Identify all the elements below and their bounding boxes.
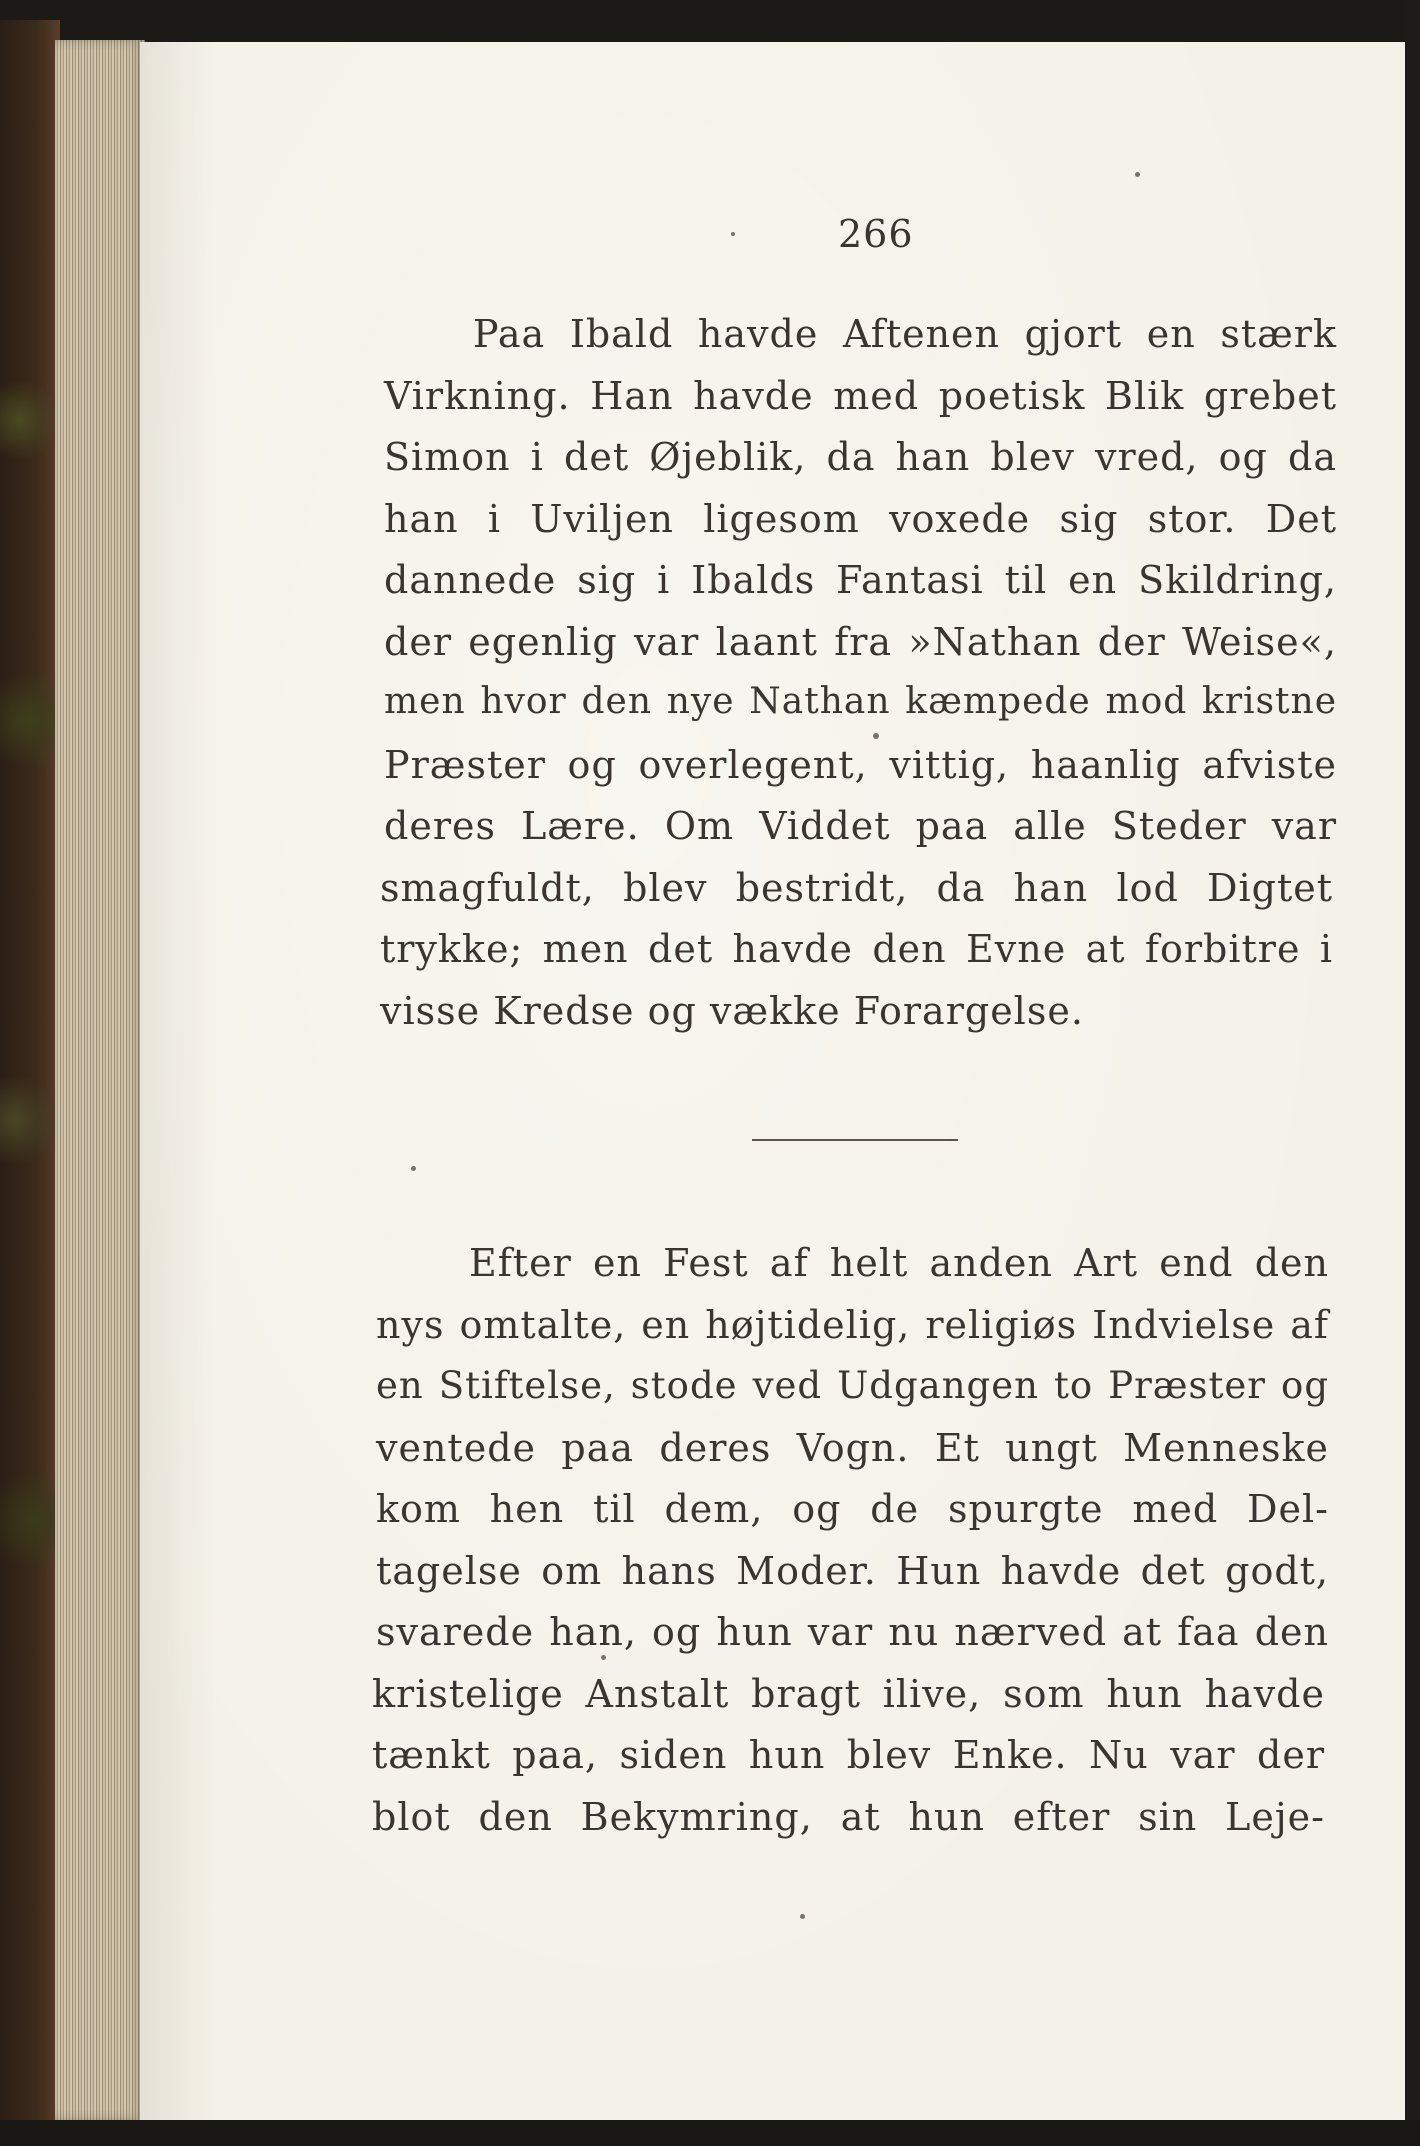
text-line: ventede paa deres Vogn. Et ungt Menneske bbox=[376, 1426, 1329, 1470]
text-line: Præster og overlegent, vittig, haanlig afviste bbox=[384, 743, 1337, 787]
text-line: smagfuldt, blev bestridt, da han lod Digtet bbox=[380, 866, 1333, 910]
text-line: blot den Bekymring, at hun efter sin Leje- bbox=[372, 1795, 1325, 1839]
text-line: men hvor den nye Nathan kæmpede mod kristne bbox=[384, 681, 1337, 722]
text-line: Simon i det Øjeblik, da han blev vred, og da bbox=[384, 435, 1337, 479]
section-divider bbox=[752, 1139, 958, 1141]
page-number: 266 bbox=[838, 212, 914, 256]
text-line: der egenlig var laant fra »Nathan der Weise«, bbox=[384, 620, 1337, 664]
text-line: trykke; men det havde den Evne at forbitre i bbox=[380, 927, 1333, 971]
text-line: en Stiftelse, stode ved Udgangen to Præster og bbox=[376, 1364, 1329, 1407]
text-line: dannede sig i Ibalds Fantasi til en Skildring, bbox=[384, 558, 1337, 602]
text-line: visse Kredse og vække Forargelse. bbox=[380, 989, 1084, 1033]
text-line: nys omtalte, en højtidelig, religiøs Indvielse af bbox=[376, 1303, 1329, 1347]
text-line: tænkt paa, siden hun blev Enke. Nu var der bbox=[372, 1733, 1325, 1777]
text-line: Virkning. Han havde med poetisk Blik grebet bbox=[384, 374, 1337, 418]
text-line: Paa Ibald havde Aftenen gjort en stærk bbox=[473, 312, 1337, 356]
text-line: svarede han, og hun var nu nærved at faa den bbox=[376, 1610, 1329, 1654]
text-line: kristelige Anstalt bragt ilive, som hun havde bbox=[372, 1672, 1325, 1716]
text-line: deres Lære. Om Viddet paa alle Steder var bbox=[384, 804, 1337, 848]
text-line: kom hen til dem, og de spurgte med Del- bbox=[376, 1487, 1329, 1531]
text-line: han i Uviljen ligesom voxede sig stor. Det bbox=[384, 497, 1337, 541]
text-line: Efter en Fest af helt anden Art end den bbox=[469, 1241, 1329, 1285]
text-line: tagelse om hans Moder. Hun havde det godt, bbox=[376, 1549, 1329, 1593]
